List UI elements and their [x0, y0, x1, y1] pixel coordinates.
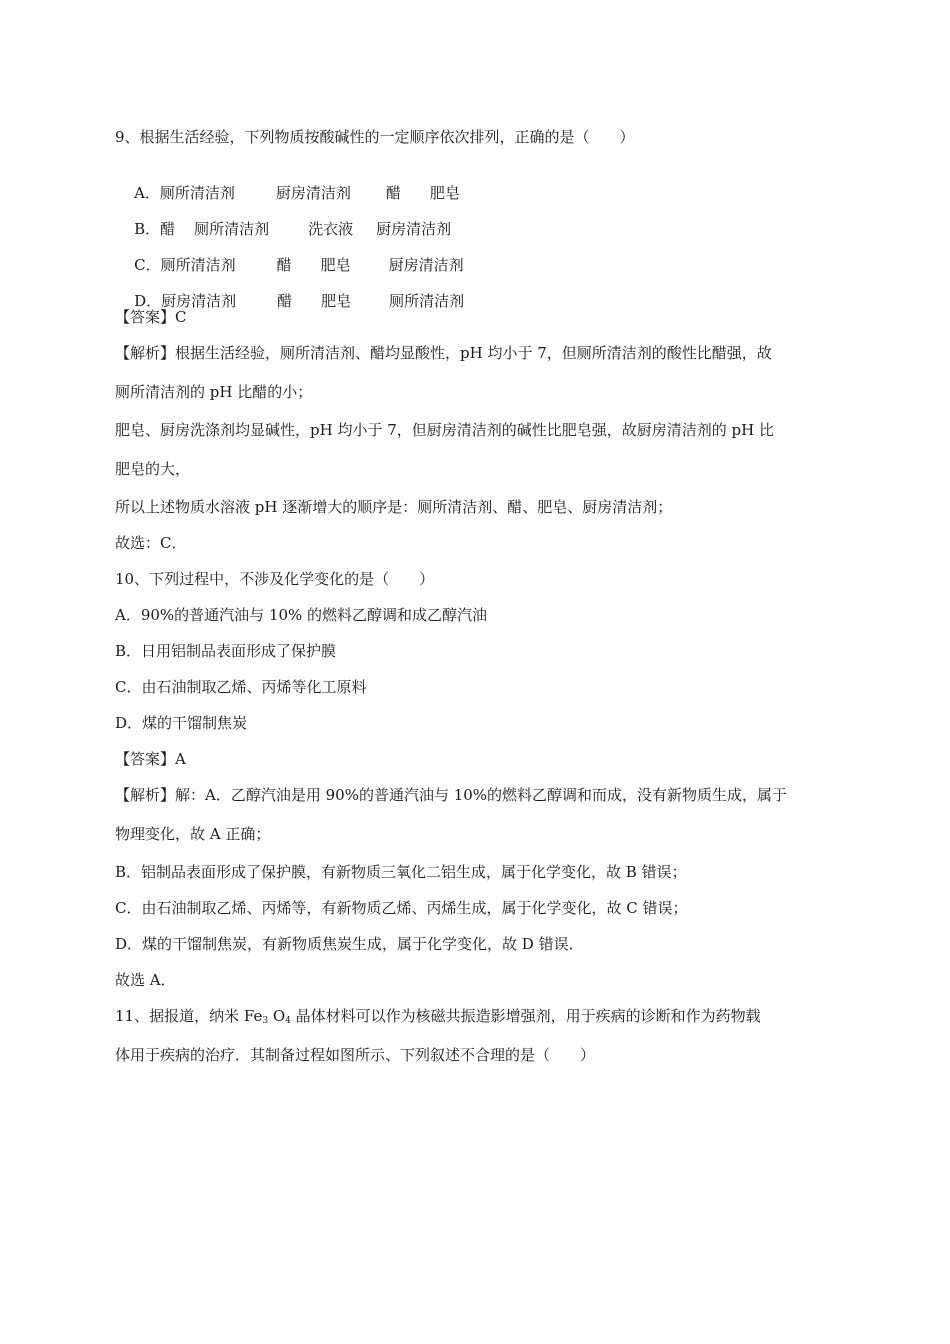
q9-analysis-line: 肥皂、厨房洗涤剂均显碱性，pH 均小于 7，但厨房清洁剂的碱性比肥皂强，故厨房清洁剂的 pH 比	[115, 421, 774, 439]
q10-analysis-line: C．由石油制取乙烯、丙烯等，有新物质乙烯、丙烯生成，属于化学变化，故 C 错误；	[115, 899, 688, 917]
q9-option-a: A．厕所清洁剂 厨房清洁剂 醋 肥皂	[134, 184, 460, 202]
q10-stem: 10、下列过程中，不涉及化学变化的是（ ）	[115, 570, 435, 588]
q11-stem-continued: 体用于疾病的治疗．其制备过程如图所示、下列叙述不合理的是（ ）	[115, 1046, 596, 1064]
q9-analysis-line: 故选：C．	[115, 534, 187, 552]
q9-option-c: C．厕所清洁剂 醋 肥皂 厨房清洁剂	[134, 256, 464, 274]
q9-analysis-line: 厕所清洁剂的 pH 比醋的小；	[115, 383, 313, 401]
q9-analysis-line: 所以上述物质水溶液 pH 逐渐增大的顺序是：厕所清洁剂、醋、肥皂、厨房清洁剂；	[115, 498, 673, 516]
q11-stem: 11、据报道，纳米 $Fe_3$ $O_4$ 晶体材料可以作为核磁共振造影增强剂，用于疾病的诊断和作为药物载	[115, 1007, 761, 1026]
q10-option-d: D．煤的干馏制焦炭	[115, 714, 248, 732]
q9-analysis-line: 肥皂的大，	[115, 460, 191, 478]
q10-answer: 【答案】A	[115, 750, 186, 768]
q9-option-d: D．厨房清洁剂 醋 肥皂 厕所清洁剂	[134, 292, 465, 310]
q10-analysis-line: 【解析】解：A．乙醇汽油是用 90%的普通汽油与 10%的燃料乙醇调和而成，没有新物质生成，属于	[115, 786, 788, 804]
q10-analysis-line: 物理变化，故 A 正确；	[115, 825, 271, 843]
q10-option-b: B．日用铝制品表面形成了保护膜	[115, 642, 337, 660]
q9-analysis-line: 【解析】根据生活经验，厕所清洁剂、醋均显酸性，pH 均小于 7，但厕所清洁剂的酸性比醋强，故	[115, 344, 772, 362]
q10-analysis-line: D．煤的干馏制焦炭，有新物质焦炭生成，属于化学变化，故 D 错误．	[115, 935, 584, 953]
q9-stem: 9、根据生活经验，下列物质按酸碱性的一定顺序依次排列，正确的是（ ）	[115, 128, 635, 146]
q10-option-c: C．由石油制取乙烯、丙烯等化工原料	[115, 678, 367, 696]
q9-option-b: B．醋 厕所清洁剂 洗衣液 厨房清洁剂	[134, 220, 452, 238]
q10-analysis-line: 故选 A．	[115, 971, 176, 989]
q10-option-a: A．90%的普通汽油与 10% 的燃料乙醇调和成乙醇汽油	[115, 606, 488, 624]
q9-answer: 【答案】C	[115, 308, 187, 326]
q10-analysis-line: B．铝制品表面形成了保护膜，有新物质三氧化二铝生成，属于化学变化，故 B 错误；	[115, 863, 687, 881]
